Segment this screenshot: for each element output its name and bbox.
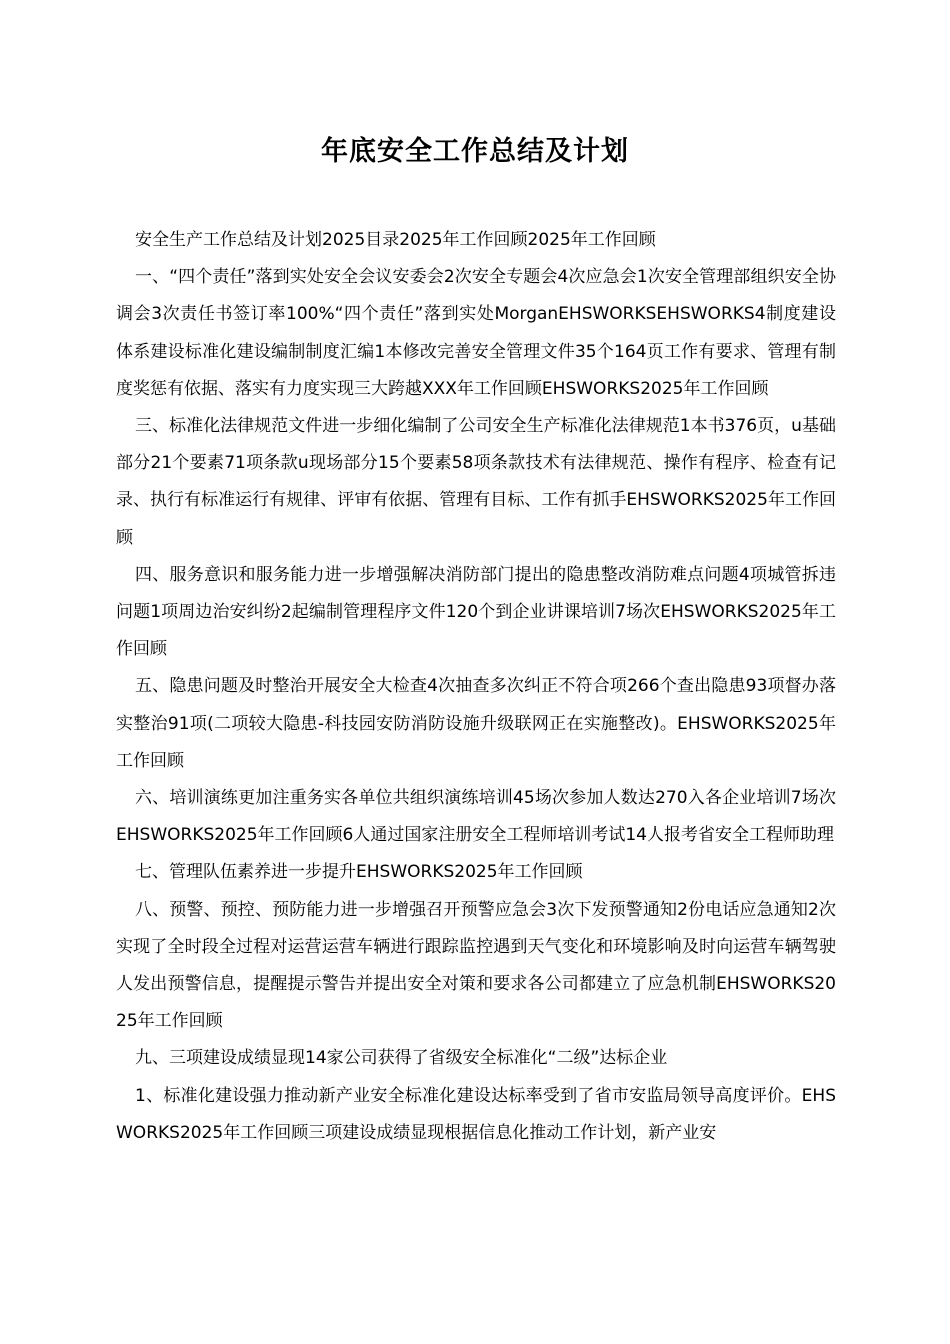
paragraph-section-3: 三、标准化法律规范文件进一步细化编制了公司安全生产标准化法律规范1本书376页，u基础部分21个要素71项条款u现场部分15个要素58项条款技术有法律规范、操作有程序、检查有记录、执行有标准运行有规律、评审有依据、管理有目标、工作有抓手EHSWORKS2025年工作回顾	[116, 416, 836, 548]
paragraph-subsection-1: 1、标准化建设强力推动新产业安全标准化建设达标率受到了省市安监局领导高度评价。EHSWORKS2025年工作回顾三项建设成绩显现根据信息化推动工作计划，新产业安	[116, 1085, 836, 1143]
paragraph-intro: 安全生产工作总结及计划2025目录2025年工作回顾2025年工作回顾	[135, 230, 656, 250]
paragraph-section-8: 八、预警、预控、预防能力进一步增强召开预警应急会3次下发预警通知2份电话应急通知2次实现了全时段全过程对运营运营车辆进行跟踪监控遇到天气变化和环境影响及时向运营车辆驾驶人发出预警信息，提醒提示警告并提出安全对策和要求各公司都建立了应急机制EHSWORKS2025年工作回顾	[116, 899, 836, 1032]
paragraph-section-6: 六、培训演练更加注重务实各单位共组织演练培训45场次参加人数达270入各企业培训7场次EHSWORKS2025年工作回顾6人通过国家注册安全工程师培训考试14人报考省安全工程师助理	[116, 788, 836, 846]
paragraph-section-5: 五、隐患问题及时整治开展安全大检查4次抽查多次纠正不符合项266个查出隐患93项督办落实整治91项(二项较大隐患-科技园安防消防设施升级联网正在实施整改)。EHSWORKS2025年工作回顾	[116, 676, 836, 771]
paragraph-section-7: 七、管理队伍素养进一步提升EHSWORKS2025年工作回顾	[135, 862, 583, 883]
paragraph-section-9: 九、三项建设成绩显现14家公司获得了省级安全标准化“二级”达标企业	[135, 1048, 668, 1069]
document-title: 年底安全工作总结及计划	[321, 136, 629, 167]
document-body	[116, 222, 836, 1152]
paragraph-section-4: 四、服务意识和服务能力进一步增强解决消防部门提出的隐患整改消防难点问题4项城管拆违问题1项周边治安纠纷2起编制管理程序文件120个到企业讲课培训7场次EHSWORKS2025年工作回顾	[116, 564, 836, 660]
paragraph-section-1: 一、“四个责任”落到实处安全会议安委会2次安全专题会4次应急会1次安全管理部组织安全协调会3次责任书签订率100%“四个责任”落到实处MorganEHSWORKSEHSWORKS4制度建设体系建设标准化建设编制制度汇编1本修改完善安全管理文件35个164页工作有要求、管理有制度奖惩有依据、落实有力度实现三大跨越XXX年工作回顾EHSWORKS2025年工作回顾	[116, 267, 836, 399]
